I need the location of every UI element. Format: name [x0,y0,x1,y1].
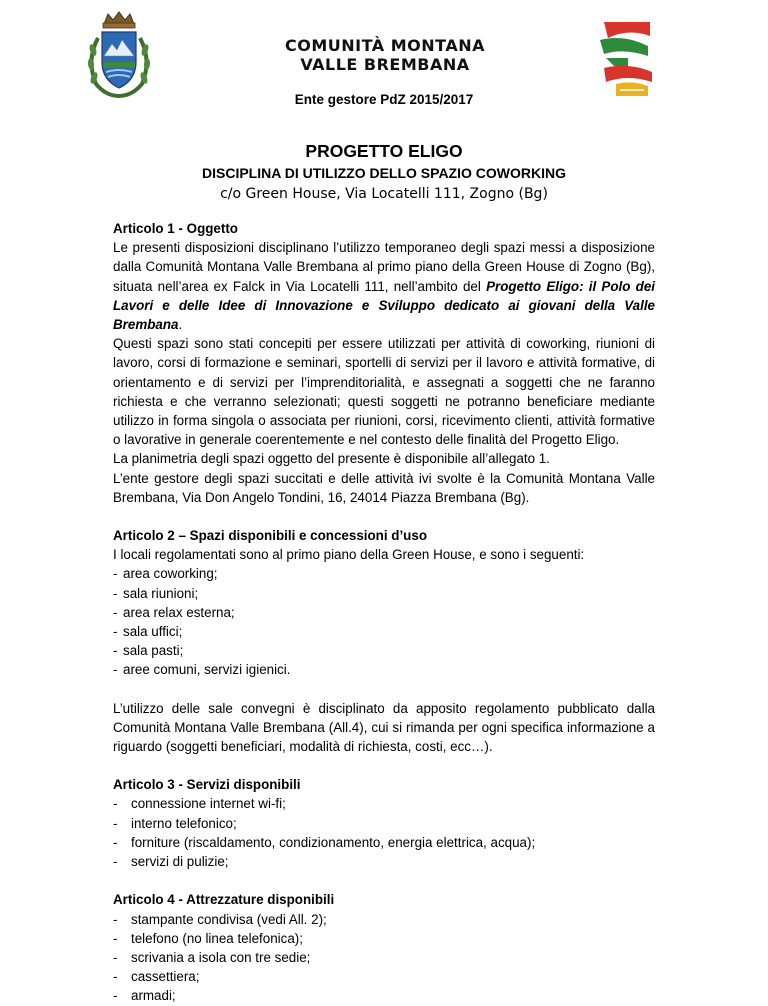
list-item: - stampante condivisa (vedi All. 2); [113,910,655,929]
article-1-paragraph-2: Questi spazi sono stati concepiti per essere utilizzati per attività di coworking, riunioni di lavoro, corsi di formazione e seminari, sportelli di servizi per il lavoro e attività formative, di orientamento e di servizi per l’imprenditorialità, e assegnati a soggetti che ne faranno richiesta e che verranno selezionati; questi soggetti ne potranno beneficiare mediante utilizzo in forma singola o associata per riunioni, corsi, ricevimento clienti, attività formative o lavorative in generale coerentemente e nel contesto delle finalità del Progetto Eligo. [113,336,655,448]
article-3-title: Articolo 3 - Servizi disponibili [113,777,301,793]
article-4-list [113,910,655,1006]
article-1-paragraph-4: L’ente gestore degli spazi succitati e delle attività ivi svolte è la Comunità Montana Valle Brembana, Via Don Angelo Tondini, 16, 24014 Piazza Brembana (Bg). [113,470,655,505]
list-item: - cassettiera; [113,967,655,986]
article-4-title: Articolo 4 - Attrezzature disponibili [113,892,335,908]
spacer [113,680,655,699]
spacer [113,507,655,526]
list-item: - area coworking; [113,564,655,583]
article-2 [113,526,655,756]
document-location: c/o Green House, Via Locatelli 111, Zogno (Bg) [220,186,548,202]
list-item: - servizi di pulizie; [113,852,655,871]
list-item: - scrivania a isola con tre sedie; [113,948,655,967]
document-title: PROGETTO ELIGO [305,141,463,161]
article-3-list [113,794,655,871]
article-4 [113,890,655,1005]
list-item: - forniture (riscaldamento, condizionamento, energia elettrica, acqua); [113,833,655,852]
article-1-p1-end: . [178,317,183,333]
article-1-p1-text: Le presenti disposizioni disciplinano l’utilizzo temporaneo degli spazi messi a disposizione dalla Comunità Montana Valle Brembana al primo piano della Green House di Zogno (Bg), situata nell’area ex Falck in Via Locatelli 111, nell’ambito del [113,240,655,294]
list-item: - connessione internet wi-fi; [113,794,655,813]
coat-of-arms-logo [82,10,156,100]
organization-name-line1: COMUNITÀ MONTANA [285,36,485,55]
article-2-title: Articolo 2 – Spazi disponibili e concessioni d’uso [113,528,427,544]
list-item: - aree comuni, servizi igienici. [113,660,655,679]
article-1-project-name: Progetto Eligo: il Polo dei Lavori e delle Idee di Innovazione e Sviluppo dedicato ai giovani della Valle Brembana [113,278,655,333]
document-body [113,219,655,1006]
list-item: - sala riunioni; [113,584,655,603]
organization-name-line2: VALLE BREMBANA [300,55,470,74]
article-1 [113,219,655,507]
article-2-intro: I locali regolamentati sono al primo piano della Green House, e sono i seguenti: [113,547,585,563]
managing-body-line: Ente gestore PdZ 2015/2017 [294,92,474,107]
article-1-paragraph-1 [113,238,655,334]
spacer [113,871,655,890]
article-3 [113,775,655,871]
organization-name [240,36,530,74]
article-2-note: L’utilizzo delle sale convegni è disciplinato da apposito regolamento pubblicato dalla Comunità Montana Valle Brembana (All.4), cui si rimanda per ogni specifica informazione a riguardo (soggetti beneficiari, modalità di richiesta, costi, ecc…). [113,700,655,755]
document-subtitle: DISCIPLINA DI UTILIZZO DELLO SPAZIO COWORKING [202,165,566,181]
list-item: - sala pasti; [113,641,655,660]
eligo-project-logo [598,20,656,98]
spacer [113,756,655,775]
list-item: - sala uffici; [113,622,655,641]
article-1-paragraph-3: La planimetria degli spazi oggetto del presente è disponibile all’allegato 1. [113,451,550,467]
list-item: - telefono (no linea telefonica); [113,929,655,948]
list-item: - interno telefonico; [113,814,655,833]
article-2-list [113,564,655,679]
article-1-title: Articolo 1 - Oggetto [113,221,238,236]
list-item: - area relax esterna; [113,603,655,622]
list-item: - armadi; [113,986,655,1005]
